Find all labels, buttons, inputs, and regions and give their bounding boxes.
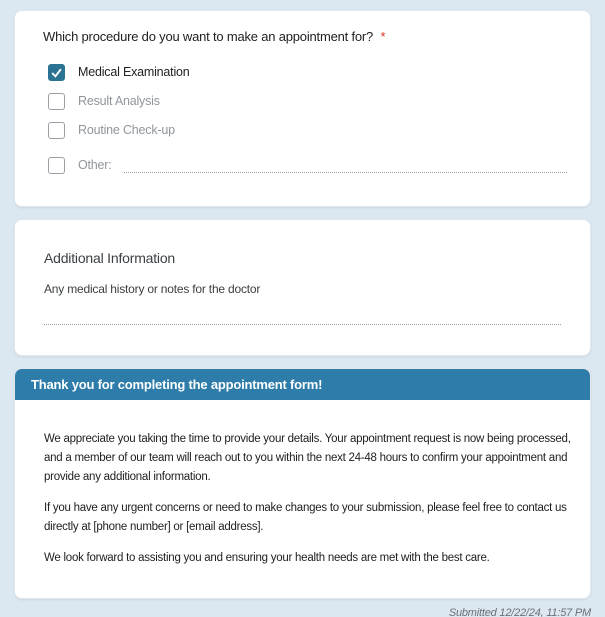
confirmation-paragraph: We appreciate you taking the time to provide your details. Your appointment request is now being processed, and a member of our team will reach out to you within the next 24-48 hours to confirm your appointment and provide any additional information. [44,433,571,483]
confirmation-card [14,368,591,599]
confirmation-header-text: Thank you for completing the appointment form! [31,377,323,392]
other-text-line[interactable] [124,159,567,173]
checkbox-option[interactable] [48,122,569,139]
confirmation-header [15,369,590,400]
question-title [43,29,575,45]
checkbox-option[interactable] [48,93,569,110]
confirmation-body [15,400,590,598]
checkbox-checked-icon[interactable] [48,64,65,81]
answer-text-line[interactable] [44,324,561,325]
checkbox-label: Result Analysis [78,94,160,108]
required-asterisk: * [380,29,386,44]
additional-info-title: Additional Information [44,250,176,266]
confirmation-paragraph: If you have any urgent concerns or need to make changes to your submission, please feel free to contact us directly at [phone number] or [email address]. [44,502,567,533]
additional-info-description: Any medical history or notes for the doctor [44,282,261,296]
checkmark-icon [50,66,63,79]
question-card [14,10,591,207]
checkbox-unchecked-icon[interactable] [48,157,65,174]
checkbox-unchecked-icon[interactable] [48,93,65,110]
question-text: Which procedure do you want to make an appointment for? [43,29,374,44]
checkbox-option[interactable] [48,157,569,174]
checkbox-label: Routine Check-up [78,123,175,137]
checkbox-unchecked-icon[interactable] [48,122,65,139]
checkbox-group [48,64,569,174]
additional-info-card [14,219,591,356]
checkbox-label: Other: [78,158,112,172]
checkbox-option[interactable] [48,64,569,81]
confirmation-paragraph: We look forward to assisting you and ensuring your health needs are met with the best care. [44,552,490,564]
checkbox-label: Medical Examination [78,65,190,79]
submitted-timestamp: Submitted 12/22/24, 11:57 PM [448,607,591,617]
